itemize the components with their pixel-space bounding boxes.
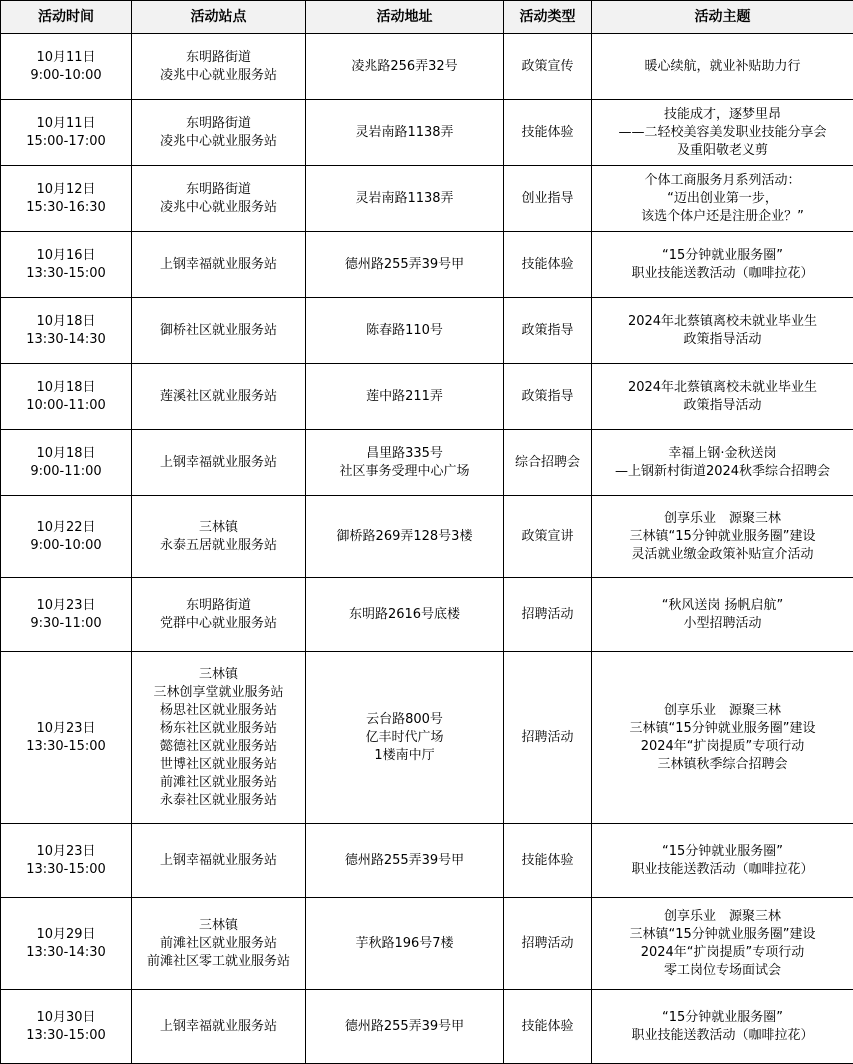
cell-time — [1, 898, 132, 990]
cell-time-line: 9:30-11:00 — [3, 615, 129, 633]
table-row — [1, 990, 853, 1064]
cell-type — [504, 166, 592, 232]
cell-station-line: 莲溪社区就业服务站 — [134, 388, 303, 406]
cell-type-line: 招聘活动 — [506, 729, 589, 747]
cell-address-line: 德州路255弄39号甲 — [308, 1018, 501, 1036]
cell-time — [1, 824, 132, 898]
cell-time — [1, 166, 132, 232]
cell-type — [504, 298, 592, 364]
cell-theme-line: 三林镇秋季综合招聘会 — [594, 756, 851, 774]
cell-time-line: 13:30-14:30 — [3, 331, 129, 349]
cell-address-line: 昌里路335号 — [308, 445, 501, 463]
cell-station-line: 上钢幸福就业服务站 — [134, 1018, 303, 1036]
cell-time-line: 10月29日 — [3, 926, 129, 944]
table-body — [1, 34, 853, 1064]
table-row — [1, 34, 853, 100]
cell-station-line: 上钢幸福就业服务站 — [134, 256, 303, 274]
cell-address-line: 灵岩南路1138弄 — [308, 124, 501, 142]
cell-address-line: 凌兆路256弄32号 — [308, 58, 501, 76]
cell-station-line: 东明路街道 — [134, 597, 303, 615]
cell-address-line: 社区事务受理中心广场 — [308, 463, 501, 481]
cell-time-line: 10月22日 — [3, 519, 129, 537]
cell-station-line: 世博社区就业服务站 — [134, 756, 303, 774]
cell-theme-line: 政策指导活动 — [594, 397, 851, 415]
cell-theme — [592, 990, 853, 1064]
cell-time-line: 10月18日 — [3, 313, 129, 331]
cell-address — [306, 578, 504, 652]
cell-station-line: 上钢幸福就业服务站 — [134, 454, 303, 472]
table-row — [1, 166, 853, 232]
cell-station — [132, 166, 306, 232]
cell-station-line: 凌兆中心就业服务站 — [134, 199, 303, 217]
cell-time — [1, 496, 132, 578]
cell-type — [504, 100, 592, 166]
cell-type-line: 综合招聘会 — [506, 454, 589, 472]
table-row — [1, 824, 853, 898]
cell-address-line: 德州路255弄39号甲 — [308, 852, 501, 870]
cell-theme-line: 2024年北蔡镇离校未就业毕业生 — [594, 379, 851, 397]
cell-station — [132, 824, 306, 898]
cell-time — [1, 578, 132, 652]
table-row — [1, 232, 853, 298]
cell-time-line: 13:30-15:00 — [3, 738, 129, 756]
cell-address — [306, 496, 504, 578]
cell-type-line: 招聘活动 — [506, 606, 589, 624]
cell-time-line: 9:00-11:00 — [3, 463, 129, 481]
table-row — [1, 364, 853, 430]
cell-type-line: 政策指导 — [506, 388, 589, 406]
cell-station-line: 永泰五居就业服务站 — [134, 537, 303, 555]
cell-time-line: 10月23日 — [3, 720, 129, 738]
cell-theme-line: 暖心续航，就业补贴助力行 — [594, 58, 851, 76]
cell-time-line: 10月18日 — [3, 445, 129, 463]
cell-type — [504, 232, 592, 298]
cell-address-line: 陈春路110号 — [308, 322, 501, 340]
cell-address — [306, 166, 504, 232]
cell-time-line: 13:30-15:00 — [3, 1027, 129, 1045]
cell-type-line: 政策宣讲 — [506, 528, 589, 546]
cell-time-line: 10月11日 — [3, 49, 129, 67]
cell-theme-line: 三林镇“15分钟就业服务圈”建设 — [594, 720, 851, 738]
cell-time-line: 15:00-17:00 — [3, 133, 129, 151]
cell-theme-line: 该选个体户还是注册企业？” — [594, 208, 851, 226]
header-theme: 活动主题 — [592, 1, 853, 34]
cell-theme-line: 2024年“扩岗提质”专项行动 — [594, 944, 851, 962]
cell-station-line: 三林镇 — [134, 666, 303, 684]
cell-theme-line: 职业技能送教活动（咖啡拉花） — [594, 265, 851, 283]
table-row — [1, 898, 853, 990]
cell-time-line: 10月23日 — [3, 843, 129, 861]
cell-theme-line: 零工岗位专场面试会 — [594, 962, 851, 980]
cell-type — [504, 652, 592, 824]
table-header-row — [1, 1, 853, 34]
header-time: 活动时间 — [1, 1, 132, 34]
cell-station-line: 前滩社区就业服务站 — [134, 774, 303, 792]
cell-time-line: 9:00-10:00 — [3, 537, 129, 555]
cell-address — [306, 100, 504, 166]
cell-station — [132, 652, 306, 824]
cell-theme — [592, 100, 853, 166]
cell-theme — [592, 166, 853, 232]
cell-time-line: 10月12日 — [3, 181, 129, 199]
cell-station — [132, 578, 306, 652]
cell-station-line: 杨东社区就业服务站 — [134, 720, 303, 738]
cell-theme-line: 技能成才，逐梦里昂 — [594, 106, 851, 124]
cell-station-line: 御桥社区就业服务站 — [134, 322, 303, 340]
cell-station — [132, 496, 306, 578]
cell-station — [132, 898, 306, 990]
cell-type-line: 技能体验 — [506, 1018, 589, 1036]
cell-time-line: 9:00-10:00 — [3, 67, 129, 85]
cell-address — [306, 990, 504, 1064]
cell-time — [1, 298, 132, 364]
cell-station-line: 三林镇 — [134, 917, 303, 935]
header-address: 活动地址 — [306, 1, 504, 34]
table-row — [1, 100, 853, 166]
cell-address-line: 1楼南中厅 — [308, 747, 501, 765]
cell-address-line: 云台路800号 — [308, 711, 501, 729]
cell-station-line: 党群中心就业服务站 — [134, 615, 303, 633]
cell-address — [306, 232, 504, 298]
cell-type — [504, 430, 592, 496]
cell-address-line: 芋秋路196号7楼 — [308, 935, 501, 953]
cell-station-line: 上钢幸福就业服务站 — [134, 852, 303, 870]
cell-theme-line: 幸福上钢·金秋送岗 — [594, 445, 851, 463]
cell-time-line: 10:00-11:00 — [3, 397, 129, 415]
cell-theme-line: ——二轻校美容美发职业技能分享会 — [594, 124, 851, 142]
cell-time-line: 10月16日 — [3, 247, 129, 265]
cell-station-line: 前滩社区就业服务站 — [134, 935, 303, 953]
cell-station-line: 懿德社区就业服务站 — [134, 738, 303, 756]
cell-theme-line: “15分钟就业服务圈” — [594, 1009, 851, 1027]
cell-type-line: 招聘活动 — [506, 935, 589, 953]
cell-station — [132, 364, 306, 430]
cell-type-line: 技能体验 — [506, 256, 589, 274]
cell-type — [504, 990, 592, 1064]
cell-station-line: 东明路街道 — [134, 181, 303, 199]
cell-address — [306, 430, 504, 496]
cell-type — [504, 496, 592, 578]
cell-theme — [592, 232, 853, 298]
cell-time-line: 15:30-16:30 — [3, 199, 129, 217]
cell-address-line: 御桥路269弄128号3楼 — [308, 528, 501, 546]
cell-address — [306, 364, 504, 430]
cell-theme — [592, 364, 853, 430]
cell-theme-line: 灵活就业缴金政策补贴宣介活动 — [594, 546, 851, 564]
cell-theme-line: 小型招聘活动 — [594, 615, 851, 633]
cell-station — [132, 990, 306, 1064]
cell-station — [132, 100, 306, 166]
table-row — [1, 430, 853, 496]
cell-address-line: 亿丰时代广场 — [308, 729, 501, 747]
cell-station-line: 凌兆中心就业服务站 — [134, 133, 303, 151]
cell-station-line: 杨思社区就业服务站 — [134, 702, 303, 720]
cell-type — [504, 824, 592, 898]
cell-theme-line: —上钢新村街道2024秋季综合招聘会 — [594, 463, 851, 481]
cell-address-line: 德州路255弄39号甲 — [308, 256, 501, 274]
cell-theme-line: 个体工商服务月系列活动： — [594, 172, 851, 190]
cell-type — [504, 364, 592, 430]
cell-theme-line: 及重阳敬老义剪 — [594, 142, 851, 160]
cell-type — [504, 34, 592, 100]
cell-theme — [592, 496, 853, 578]
table-row — [1, 578, 853, 652]
cell-time — [1, 652, 132, 824]
cell-time — [1, 232, 132, 298]
cell-time-line: 10月11日 — [3, 115, 129, 133]
cell-theme-line: 创享乐业 源聚三林 — [594, 702, 851, 720]
cell-type-line: 政策宣传 — [506, 58, 589, 76]
cell-theme-line: 2024年“扩岗提质”专项行动 — [594, 738, 851, 756]
cell-station — [132, 232, 306, 298]
cell-station-line: 三林镇 — [134, 519, 303, 537]
cell-time — [1, 430, 132, 496]
cell-time — [1, 364, 132, 430]
cell-type-line: 创业指导 — [506, 190, 589, 208]
cell-theme-line: 2024年北蔡镇离校未就业毕业生 — [594, 313, 851, 331]
cell-time-line: 13:30-14:30 — [3, 944, 129, 962]
cell-station-line: 东明路街道 — [134, 115, 303, 133]
cell-theme-line: “15分钟就业服务圈” — [594, 247, 851, 265]
cell-theme-line: 三林镇“15分钟就业服务圈”建设 — [594, 528, 851, 546]
cell-theme — [592, 652, 853, 824]
cell-station-line: 三林创享堂就业服务站 — [134, 684, 303, 702]
cell-time-line: 13:30-15:00 — [3, 861, 129, 879]
table-row — [1, 298, 853, 364]
cell-theme-line: “迈出创业第一步， — [594, 190, 851, 208]
cell-address — [306, 898, 504, 990]
cell-theme-line: 职业技能送教活动（咖啡拉花） — [594, 861, 851, 879]
cell-theme — [592, 898, 853, 990]
cell-address-line: 莲中路211弄 — [308, 388, 501, 406]
cell-time-line: 10月23日 — [3, 597, 129, 615]
cell-theme — [592, 298, 853, 364]
cell-time — [1, 990, 132, 1064]
cell-theme — [592, 430, 853, 496]
header-type: 活动类型 — [504, 1, 592, 34]
cell-theme-line: “秋风送岗 扬帆启航” — [594, 597, 851, 615]
cell-time — [1, 34, 132, 100]
cell-time-line: 13:30-15:00 — [3, 265, 129, 283]
cell-type — [504, 898, 592, 990]
cell-theme-line: 创享乐业 源聚三林 — [594, 510, 851, 528]
cell-station-line: 凌兆中心就业服务站 — [134, 67, 303, 85]
cell-type-line: 政策指导 — [506, 322, 589, 340]
cell-station — [132, 298, 306, 364]
cell-type — [504, 578, 592, 652]
cell-theme — [592, 34, 853, 100]
cell-address — [306, 34, 504, 100]
cell-address — [306, 298, 504, 364]
cell-station-line: 东明路街道 — [134, 49, 303, 67]
cell-type-line: 技能体验 — [506, 852, 589, 870]
header-station: 活动站点 — [132, 1, 306, 34]
cell-address — [306, 652, 504, 824]
cell-station — [132, 430, 306, 496]
cell-time — [1, 100, 132, 166]
cell-theme-line: “15分钟就业服务圈” — [594, 843, 851, 861]
cell-station-line: 永泰社区就业服务站 — [134, 792, 303, 810]
cell-address-line: 灵岩南路1138弄 — [308, 190, 501, 208]
table-row — [1, 652, 853, 824]
cell-theme-line: 创享乐业 源聚三林 — [594, 908, 851, 926]
cell-station-line: 前滩社区零工就业服务站 — [134, 953, 303, 971]
cell-station — [132, 34, 306, 100]
cell-address — [306, 824, 504, 898]
cell-theme — [592, 824, 853, 898]
cell-time-line: 10月18日 — [3, 379, 129, 397]
cell-address-line: 东明路2616号底楼 — [308, 606, 501, 624]
cell-theme — [592, 578, 853, 652]
table-row — [1, 496, 853, 578]
cell-time-line: 10月30日 — [3, 1009, 129, 1027]
cell-type-line: 技能体验 — [506, 124, 589, 142]
cell-theme-line: 三林镇“15分钟就业服务圈”建设 — [594, 926, 851, 944]
cell-theme-line: 政策指导活动 — [594, 331, 851, 349]
cell-theme-line: 职业技能送教活动（咖啡拉花） — [594, 1027, 851, 1045]
